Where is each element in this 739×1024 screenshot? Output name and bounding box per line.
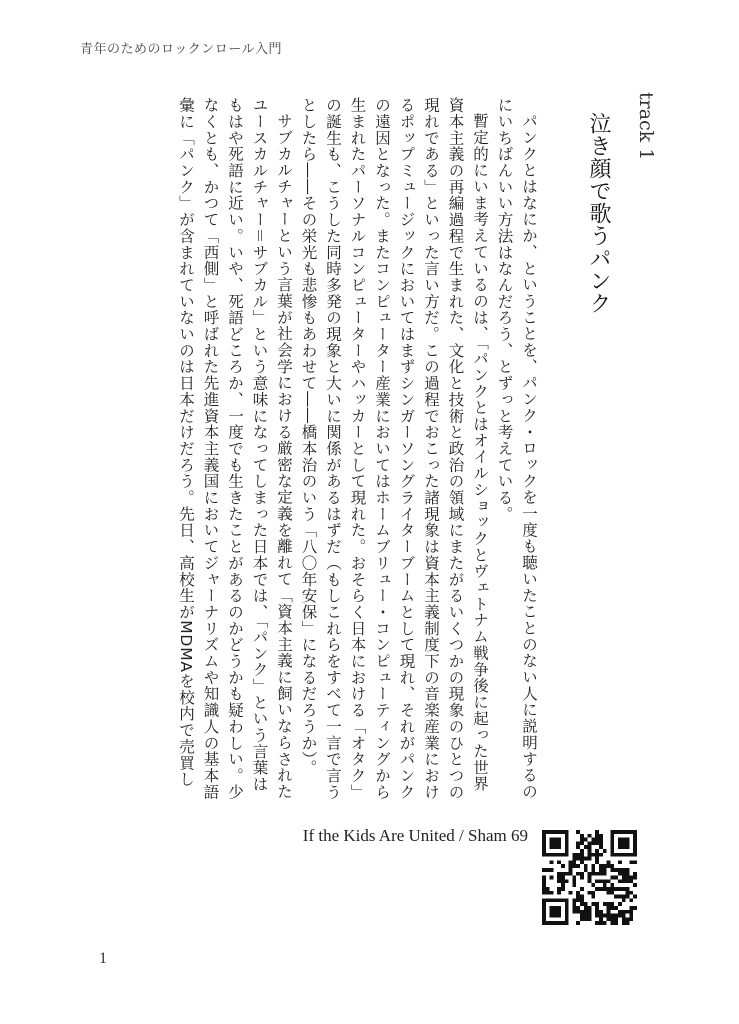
qr-module xyxy=(599,838,603,842)
qr-module xyxy=(572,853,576,857)
qr-module xyxy=(626,876,630,880)
qr-module xyxy=(572,879,576,883)
qr-module xyxy=(576,898,580,902)
qr-module xyxy=(576,906,580,910)
qr-module xyxy=(584,902,588,906)
qr-module xyxy=(610,876,614,880)
qr-module xyxy=(580,853,584,857)
qr-module xyxy=(610,917,614,921)
qr-module xyxy=(572,902,576,906)
qr-module xyxy=(572,864,576,868)
qr-module xyxy=(622,910,626,914)
qr-module xyxy=(588,914,592,918)
qr-finder-pattern xyxy=(550,906,561,917)
qr-module xyxy=(591,902,595,906)
qr-module xyxy=(603,879,607,883)
qr-module xyxy=(599,921,603,925)
qr-module xyxy=(580,902,584,906)
qr-module xyxy=(580,857,584,861)
body-line: 彙に「パンク」が含まれていないのは日本だけだろう。先日、高校生がMDMAを校内で売買し xyxy=(177,97,195,788)
qr-module xyxy=(580,841,584,845)
body-line: 暫定的にいま考えているのは、「パンクとはオイルショックとヴェトナム戦争後に起った世界 xyxy=(471,113,489,792)
qr-module xyxy=(588,910,592,914)
qr-module xyxy=(576,895,580,899)
qr-module xyxy=(542,887,546,891)
qr-module xyxy=(626,921,630,925)
qr-module xyxy=(633,906,637,910)
qr-module xyxy=(622,895,626,899)
qr-module xyxy=(595,910,599,914)
qr-module xyxy=(561,879,565,883)
qr-module xyxy=(595,921,599,925)
qr-module xyxy=(572,898,576,902)
qr-module xyxy=(614,906,618,910)
qr-module xyxy=(542,891,546,895)
qr-module xyxy=(580,917,584,921)
body-line: にいちばんいい方法はなんだろう、とずっと考えている。 xyxy=(495,97,514,523)
qr-module xyxy=(614,876,618,880)
body-text xyxy=(174,97,542,803)
qr-module xyxy=(595,906,599,910)
qr-module xyxy=(610,906,614,910)
qr-module xyxy=(557,891,561,895)
qr-module xyxy=(610,891,614,895)
qr-module xyxy=(576,864,580,868)
qr-module xyxy=(622,868,626,872)
qr-module xyxy=(550,868,554,872)
qr-module xyxy=(576,841,580,845)
qr-module xyxy=(607,887,611,891)
qr-module xyxy=(557,887,561,891)
qr-module xyxy=(603,902,607,906)
body-line: の誕生も、こうした同時多発の現象と大いに関係があるはずだ（もしこれらをすべて一言で言う xyxy=(324,97,342,801)
song-caption: If the Kids Are United / Sham 69 xyxy=(302,826,528,845)
qr-module xyxy=(629,876,633,880)
qr-module xyxy=(591,838,595,842)
qr-module xyxy=(633,883,637,887)
qr-module xyxy=(580,849,584,853)
qr-module xyxy=(588,879,592,883)
qr-module xyxy=(629,914,633,918)
qr-module xyxy=(584,864,588,868)
qr-module xyxy=(629,879,633,883)
qr-module xyxy=(576,845,580,849)
qr-module xyxy=(618,902,622,906)
qr-module xyxy=(607,910,611,914)
qr-module xyxy=(595,872,599,876)
qr-module xyxy=(610,868,614,872)
body-line: パンクとはなにか、ということを、パンク・ロックを一度も聴いたことのない人に説明するの xyxy=(520,113,538,800)
qr-module xyxy=(588,857,592,861)
qr-module xyxy=(572,910,576,914)
qr-module xyxy=(603,868,607,872)
qr-module xyxy=(599,868,603,872)
qr-module xyxy=(595,849,599,853)
qr-module xyxy=(588,841,592,845)
qr-module xyxy=(610,887,614,891)
qr-module xyxy=(572,857,576,861)
qr-module xyxy=(584,868,588,872)
qr-module xyxy=(618,914,622,918)
qr-module xyxy=(629,910,633,914)
qr-module xyxy=(629,860,633,864)
qr-module xyxy=(599,910,603,914)
qr-module xyxy=(610,914,614,918)
qr-module xyxy=(546,868,550,872)
qr-module xyxy=(572,906,576,910)
qr-module xyxy=(626,872,630,876)
qr-module xyxy=(546,887,550,891)
qr-module xyxy=(610,902,614,906)
qr-module xyxy=(591,872,595,876)
qr-module xyxy=(576,891,580,895)
qr-module xyxy=(603,883,607,887)
qr-module xyxy=(618,868,622,872)
qr-module xyxy=(557,872,561,876)
qr-module xyxy=(576,830,580,834)
qr-module xyxy=(599,853,603,857)
qr-module xyxy=(569,864,573,868)
qr-module xyxy=(622,879,626,883)
qr-module xyxy=(607,917,611,921)
qr-module xyxy=(607,864,611,868)
qr-module xyxy=(633,872,637,876)
qr-module xyxy=(588,849,592,853)
qr-module xyxy=(591,895,595,899)
body-line: 資本主義の再編過程で生まれた、文化と技術と政治の領域にまたがるいくつかの現象のひとつの xyxy=(446,97,465,801)
qr-module xyxy=(580,914,584,918)
qr-module xyxy=(580,838,584,842)
qr-module xyxy=(607,914,611,918)
qr-module xyxy=(588,872,592,876)
body-line: 生まれたパーソナルコンピューターやハッカーとして現れた。おそらく日本における「オタク」 xyxy=(348,97,367,801)
qr-module xyxy=(595,841,599,845)
running-header-title: 青年のためのロックンロール入門 xyxy=(80,42,282,57)
qr-module xyxy=(599,879,603,883)
qr-module xyxy=(599,834,603,838)
qr-module xyxy=(550,860,554,864)
qr-module xyxy=(622,914,626,918)
qr-module xyxy=(584,845,588,849)
qr-module xyxy=(584,857,588,861)
qr-module xyxy=(584,838,588,842)
qr-module xyxy=(588,876,592,880)
qr-module xyxy=(629,906,633,910)
qr-module xyxy=(569,868,573,872)
qr-module xyxy=(584,910,588,914)
qr-module xyxy=(557,860,561,864)
qr-module xyxy=(629,917,633,921)
qr-module xyxy=(614,917,618,921)
track-label: track 1 xyxy=(635,92,657,161)
qr-module xyxy=(580,898,584,902)
qr-module xyxy=(618,860,622,864)
qr-module xyxy=(629,891,633,895)
qr-module xyxy=(607,902,611,906)
qr-module xyxy=(626,910,630,914)
qr-module xyxy=(610,864,614,868)
qr-module xyxy=(565,879,569,883)
qr-module xyxy=(584,917,588,921)
qr-module xyxy=(622,898,626,902)
qr-module xyxy=(610,921,614,925)
qr-module xyxy=(591,864,595,868)
qr-module xyxy=(576,853,580,857)
qr-module xyxy=(588,891,592,895)
qr-module xyxy=(599,841,603,845)
qr-module xyxy=(584,914,588,918)
qr-module xyxy=(607,906,611,910)
page-number: 1 xyxy=(99,950,107,967)
qr-module xyxy=(542,876,546,880)
qr-module xyxy=(569,891,573,895)
qr-module xyxy=(561,876,565,880)
qr-module xyxy=(557,879,561,883)
qr-module xyxy=(614,914,618,918)
qr-module xyxy=(591,868,595,872)
qr-module xyxy=(595,853,599,857)
qr-module xyxy=(599,914,603,918)
qr-module xyxy=(595,879,599,883)
qr-module xyxy=(614,887,618,891)
body-line: としたら――その栄光も悲惨もあわせて――橋本治のいう「八〇年安保」になるだろうか）。 xyxy=(299,97,318,776)
qr-module xyxy=(565,872,569,876)
qr-module xyxy=(576,921,580,925)
qr-module xyxy=(622,887,626,891)
qr-module xyxy=(561,872,565,876)
qr-module xyxy=(622,921,626,925)
qr-module xyxy=(622,876,626,880)
qr-module xyxy=(580,860,584,864)
qr-module xyxy=(618,879,622,883)
qr-module xyxy=(550,891,554,895)
qr-module xyxy=(591,891,595,895)
qr-module xyxy=(595,834,599,838)
qr-module xyxy=(588,906,592,910)
body-line: もはや死語に近い。いや、死語どころか、一度でも生きたことがあるのかどうかも疑わしい。少 xyxy=(226,97,244,801)
body-line: るポップミュージックにおいてはまずシンガーソングライターブームとして現れ、それがパンク xyxy=(397,97,416,801)
qr-module xyxy=(622,872,626,876)
qr-module xyxy=(542,883,546,887)
qr-module xyxy=(603,887,607,891)
qr-module xyxy=(572,876,576,880)
qr-module xyxy=(618,910,622,914)
qr-module xyxy=(618,887,622,891)
qr-module xyxy=(618,872,622,876)
qr-module xyxy=(607,891,611,895)
qr-module xyxy=(561,887,565,891)
qr-module xyxy=(626,895,630,899)
qr-module xyxy=(542,879,546,883)
qr-module xyxy=(618,895,622,899)
qr-module xyxy=(599,917,603,921)
qr-module xyxy=(561,883,565,887)
qr-module xyxy=(550,876,554,880)
qr-module xyxy=(599,872,603,876)
qr-module xyxy=(599,845,603,849)
qr-module xyxy=(626,868,630,872)
qr-finder-pattern xyxy=(550,838,561,849)
qr-module xyxy=(603,872,607,876)
qr-module xyxy=(622,917,626,921)
qr-module xyxy=(580,910,584,914)
qr-module xyxy=(595,838,599,842)
qr-module xyxy=(607,879,611,883)
qr-module xyxy=(576,910,580,914)
qr-module xyxy=(588,845,592,849)
qr-module xyxy=(603,914,607,918)
qr-module xyxy=(576,857,580,861)
qr-module xyxy=(588,834,592,838)
qr-module xyxy=(561,864,565,868)
qr-module xyxy=(633,876,637,880)
qr-module xyxy=(603,849,607,853)
qr-module xyxy=(614,895,618,899)
qr-module xyxy=(595,914,599,918)
body-line: 現れである」といった言い方だ。この過程でおこった諸現象は資本主義制度下の音楽産業におけ xyxy=(422,97,440,801)
qr-module xyxy=(633,895,637,899)
qr-finder-pattern xyxy=(618,838,629,849)
qr-code[interactable] xyxy=(542,830,637,925)
qr-module xyxy=(580,876,584,880)
body-line: なくとも、かつて「西側」と呼ばれた先進資本主義国においてジャーナリズムや知識人の基本語 xyxy=(201,97,220,801)
qr-module xyxy=(595,830,599,834)
qr-module xyxy=(557,876,561,880)
qr-module xyxy=(603,864,607,868)
qr-module xyxy=(595,857,599,861)
qr-module xyxy=(572,860,576,864)
qr-module xyxy=(626,891,630,895)
qr-module xyxy=(626,879,630,883)
qr-module xyxy=(626,887,630,891)
qr-module xyxy=(626,917,630,921)
qr-module xyxy=(580,895,584,899)
qr-module xyxy=(610,883,614,887)
qr-module xyxy=(569,860,573,864)
qr-module xyxy=(576,872,580,876)
qr-module xyxy=(542,868,546,872)
qr-module xyxy=(584,906,588,910)
qr-module xyxy=(591,841,595,845)
qr-module xyxy=(580,872,584,876)
qr-module xyxy=(599,864,603,868)
qr-module xyxy=(580,887,584,891)
body-line: の遠因となった。またコンピューター産業においてはホームブリュー・コンピューティングから xyxy=(373,97,391,801)
qr-module xyxy=(595,860,599,864)
body-line: サブカルチャーという言葉が社会学における厳密な定義を離れて「資本主義に飼いならされた xyxy=(275,113,293,800)
chapter-title: 泣き顔で歌うパンク xyxy=(586,112,611,315)
qr-module xyxy=(591,853,595,857)
qr-module xyxy=(599,887,603,891)
qr-module xyxy=(580,834,584,838)
qr-module xyxy=(588,917,592,921)
qr-module xyxy=(603,921,607,925)
qr-module xyxy=(614,921,618,925)
qr-module xyxy=(591,883,595,887)
qr-module xyxy=(595,902,599,906)
qr-module xyxy=(588,853,592,857)
qr-module xyxy=(633,860,637,864)
qr-module xyxy=(614,868,618,872)
qr-module xyxy=(569,872,573,876)
body-line: ユースカルチャー＝サブカル」という意味になってしまった日本では、「パンク」という言葉は xyxy=(250,97,269,793)
qr-module xyxy=(546,891,550,895)
qr-module xyxy=(629,898,633,902)
qr-module xyxy=(595,887,599,891)
qr-module xyxy=(607,860,611,864)
qr-module xyxy=(572,883,576,887)
